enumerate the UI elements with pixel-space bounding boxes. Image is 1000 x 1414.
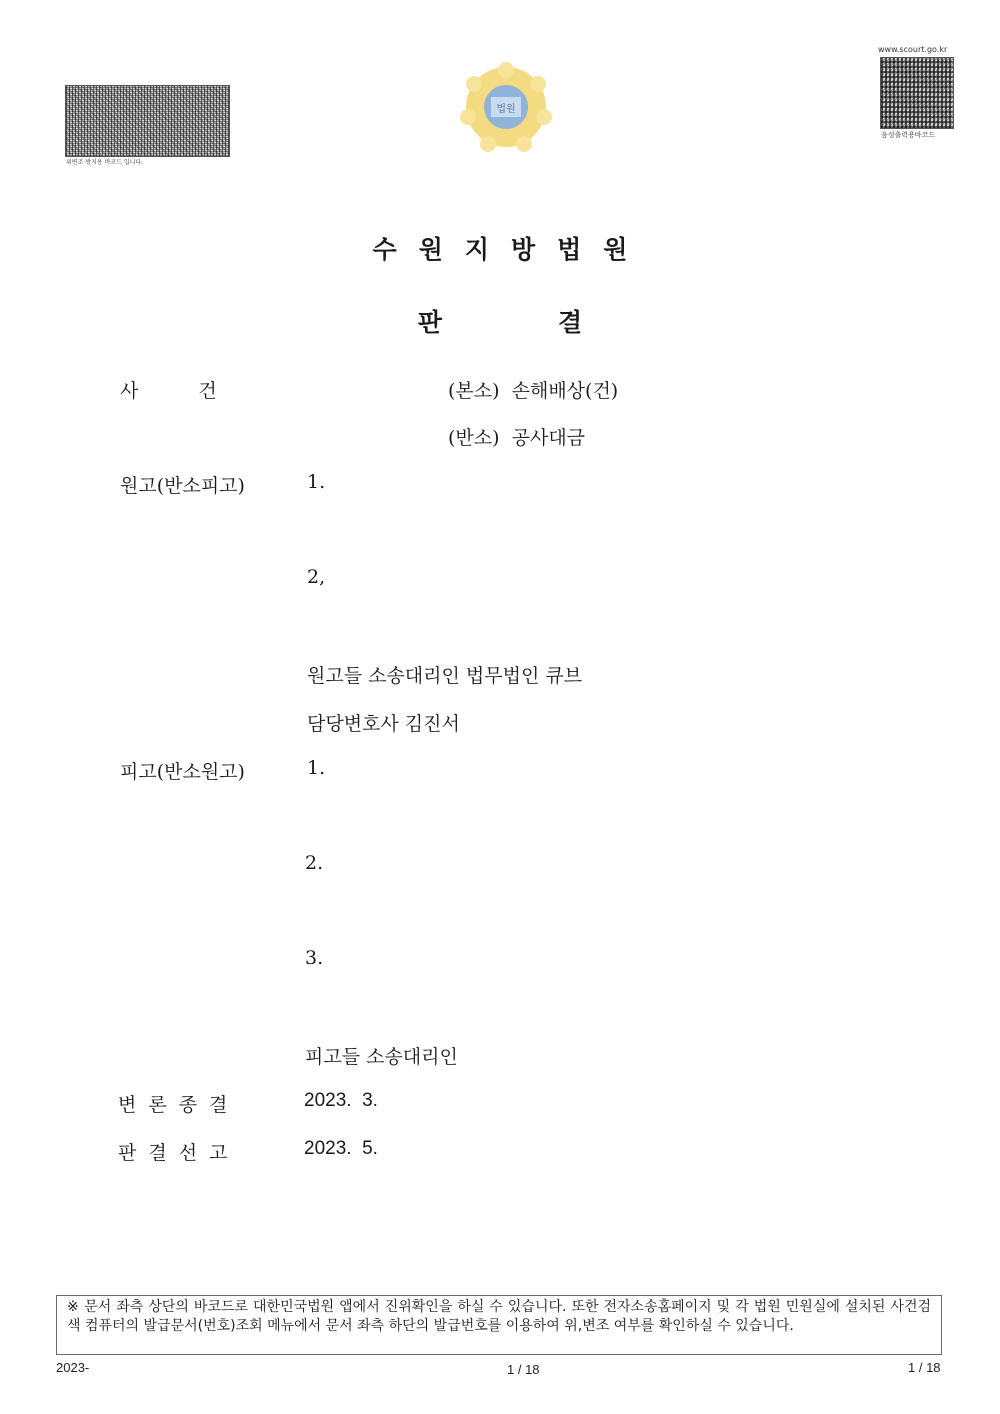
defendant-counsel: 피고들 소송대리인 — [305, 1046, 458, 1068]
plaintiff-label: 원고(반소피고) — [120, 475, 245, 497]
case-label: 사건 — [120, 380, 277, 402]
closing-date-label: 변론종결 — [118, 1094, 240, 1116]
document-title: 판결 — [417, 308, 699, 337]
authenticity-notice: ※ 문서 좌측 상단의 바코드로 대한민국법원 앱에서 진위확인을 하실 수 있습니다. 또한 전자소송홈페이지 및 각 법원 민원실에 설치된 사건검색 컴퓨터의 발급문서(번호)조회 메뉴에서 문서 좌측 하단의 발급번호를 이용하여 위,변조 여부를 확인하실 수 있습니다. — [56, 1295, 942, 1355]
main-claim: (본소) 손해배상(건) — [448, 380, 619, 402]
court-name: 수원지방법원 — [372, 235, 650, 264]
audio-output-qr-code — [880, 57, 954, 129]
issue-number: 2023- — [56, 1360, 90, 1375]
page-number-right: 1 / 18 — [908, 1360, 941, 1375]
barcode-caption: 위변조 방지용 바코드 입니다. — [66, 159, 144, 166]
emblem-label: 법원 — [496, 104, 516, 115]
defendant-item-2: 2. — [305, 852, 324, 874]
court-website-url: www.scourt.go.kr — [878, 45, 948, 54]
qr-caption: 음성출력용바코드 — [881, 131, 936, 139]
verdict-date-value: 2023. 5. — [304, 1138, 378, 1159]
defendant-item-3: 3. — [305, 947, 324, 969]
verdict-date-label: 판결선고 — [118, 1142, 240, 1164]
authenticity-barcode — [65, 85, 230, 157]
plaintiff-attorney: 담당변호사 김진서 — [307, 713, 460, 735]
defendant-item-1: 1. — [307, 757, 326, 779]
court-emblem-icon — [458, 62, 554, 152]
plaintiff-counsel: 원고들 소송대리인 법무법인 큐브 — [307, 665, 583, 687]
plaintiff-item-1: 1. — [307, 471, 326, 493]
page-number-center: 1 / 18 — [507, 1362, 540, 1377]
counter-claim: (반소) 공사대금 — [448, 427, 586, 449]
plaintiff-item-2: 2, — [307, 566, 326, 588]
defendant-label: 피고(반소원고) — [120, 761, 245, 783]
closing-date-value: 2023. 3. — [304, 1090, 378, 1111]
